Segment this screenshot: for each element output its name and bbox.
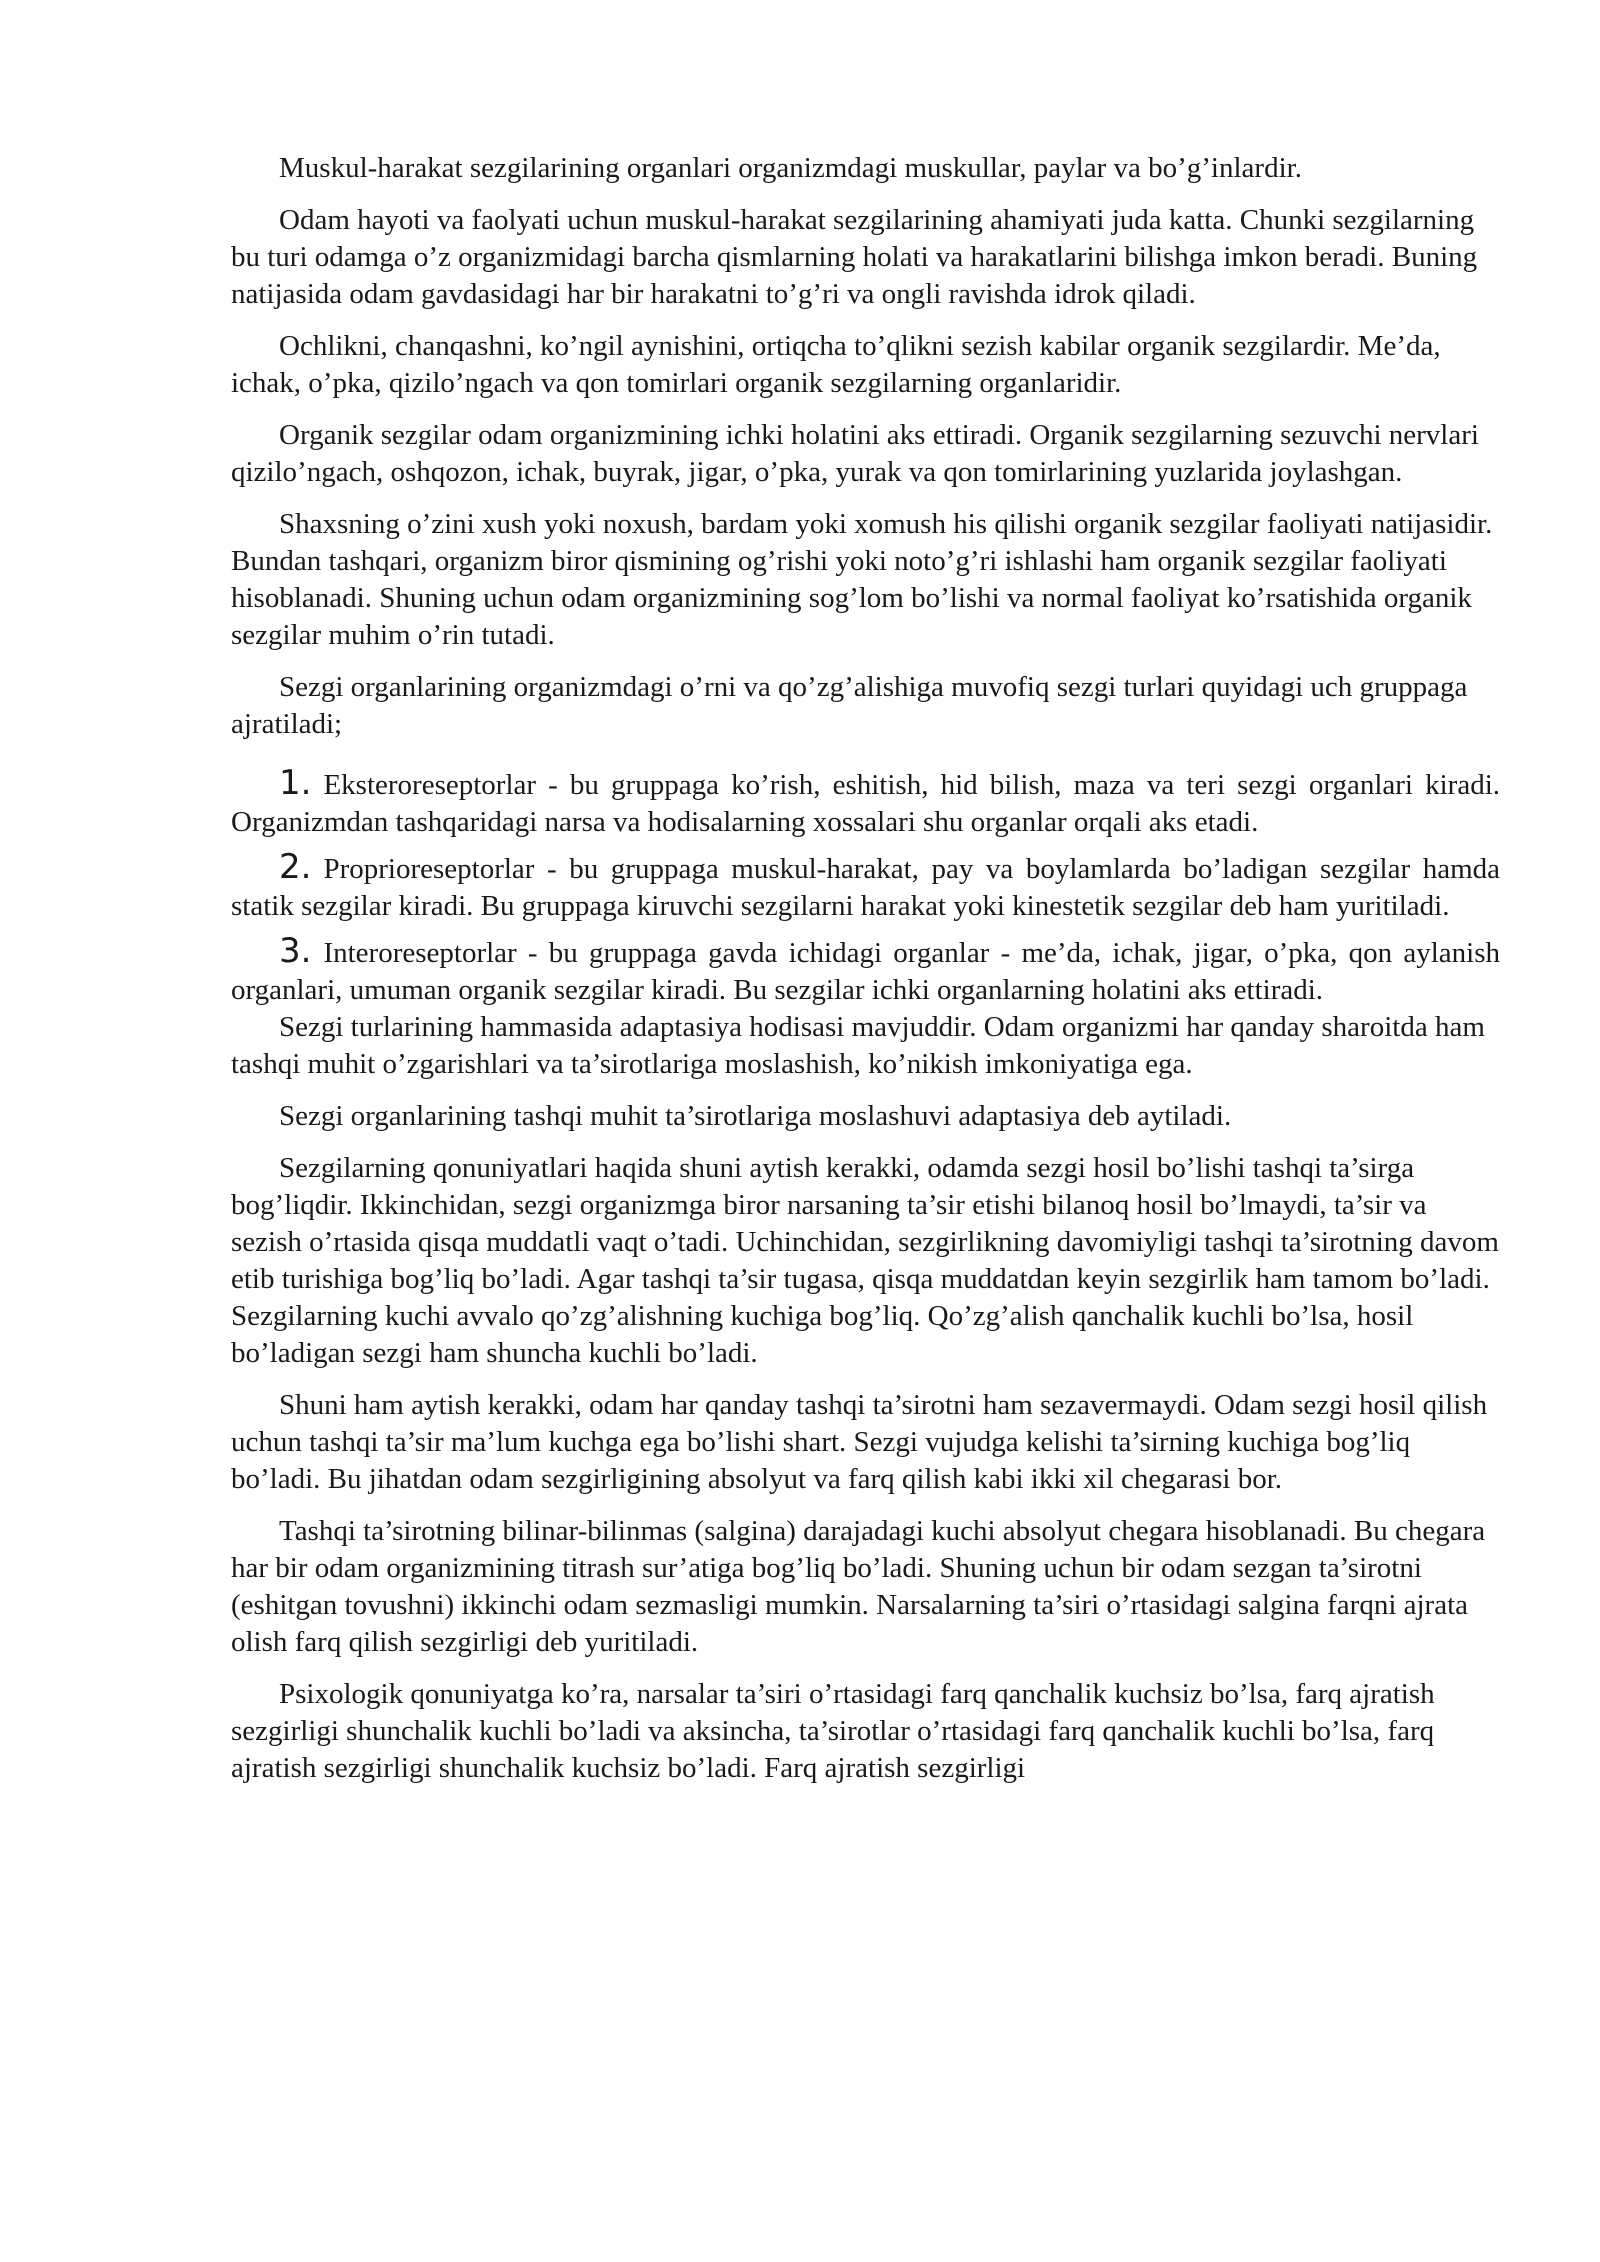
paragraph: Odam hayoti va faolyati uchun muskul-harakat sezgilarining ahamiyati juda katta. Chunki sezgilarning bu turi odamga o’z organizmidagi barcha qismlarning holati va harakatlarini bilishga imkon beradi. Buning natijasida odam gavdasidagi har bir harakatni to’g’ri va ongli ravishda idrok qiladi. xyxy=(231,204,1478,310)
paragraph: Tashqi ta’sirotning bilinar-bilinmas (salgina) darajadagi kuchi absolyut chegara hisoblanadi. Bu chegara har bir odam organizmining titrash sur’atiga bog’liq bo’ladi. Shuning uchun bir odam sezgan ta’sirotni (eshitgan tovushni) ikkinchi odam sezmasligi mumkin. Narsalarning ta’siri o’rtasidagi salgina farqni ajrata olish farq qilish sezgirligi deb yuritiladi. xyxy=(231,1515,1486,1658)
paragraph: Sezgilarning qonuniyatlari haqida shuni aytish kerakki, odamda sezgi hosil bo’lishi tashqi ta’sirga bog’liqdir. Ikkinchidan, sezgi organizmga biror narsaning ta’sir etishi bilanoq hosil bo’lmaydi, ta’sir va sezish o’rtasida qisqa muddatli vaqt o’tadi. Uchinchidan, sezgirlikning davomiyligi tashqi ta’sirotning davom etib turishiga bog’liq bo’ladi. Agar tashqi ta’sir tugasa, qisqa muddatdan keyin sezgirlik ham tamom bo’ladi. Sezgilarning kuchi avvalo qo’zg’alishning kuchiga bog’liq. Qo’zg’alish qanchalik kuchli bo’lsa, hosil bo’ladigan sezgi ham shuncha kuchli bo’ladi. xyxy=(231,1152,1499,1369)
paragraph: Sezgi turlarining hammasida adaptasiya hodisasi mavjuddir. Odam organizmi har qanday sharoitda ham tashqi muhit o’zgarishlari va ta’sirotlariga moslashish, ko’nikish imkoniyatiga ega. xyxy=(231,1011,1485,1080)
list-item-text: Interoreseptorlar - bu gruppaga gavda ichidagi organlar - me’da, ichak, jigar, o’pka, qon aylanish organlari, umuman organik sezgilar kiradi. Bu sezgilar ichki organlarning holatini aks ettiradi. xyxy=(231,937,1500,1006)
paragraph: Muskul-harakat sezgilarining organlari organizmdagi muskullar, paylar va bo’g’inlardir. xyxy=(279,152,1302,184)
paragraph: Psixologik qonuniyatga ko’ra, narsalar ta’siri o’rtasidagi farq qanchalik kuchsiz bo’lsa, farq ajratish sezgirligi shunchalik kuchli bo’ladi va aksincha, ta’sirotlar o’rtasidagi farq qanchalik kuchli bo’lsa, farq ajratish sezgirligi shunchalik kuchsiz bo’ladi. Farq ajratish sezgirligi xyxy=(231,1678,1435,1784)
paragraph: Ochlikni, chanqashni, ko’ngil aynishini, ortiqcha to’qlikni sezish kabilar organik sezgilardir. Me’da, ichak, o’pka, qizilo’ngach va qon tomirlari organik sezgilarning organlaridir. xyxy=(231,330,1441,399)
paragraph: Organik sezgilar odam organizmining ichki holatini aks ettiradi. Organik sezgilarning sezuvchi nervlari qizilo’ngach, oshqozon, ichak, buyrak, jigar, o’pka, yurak va qon tomirlarining yuzlarida joylashgan. xyxy=(231,419,1479,488)
paragraph: Sezgi organlarining tashqi muhit ta’sirotlariga moslashuvi adaptasiya deb aytiladi. xyxy=(279,1100,1232,1132)
list-item-text: Proprioreseptorlar - bu gruppaga muskul-harakat, pay va boylamlarda bo’ladigan sezgilar hamda statik sezgilar kiradi. Bu gruppaga kiruvchi sezgilarni harakat yoki kinestetik sezgilar deb ham yuritiladi. xyxy=(231,853,1500,922)
list-number: 2. xyxy=(279,847,312,887)
paragraph: Shaxsning o’zini xush yoki noxush, bardam yoki xomush his qilishi organik sezgilar faoliyati natijasidir. Bundan tashqari, organizm biror qismining og’rishi yoki noto’g’ri ishlashi ham organik sezgilar faoliyati hisoblanadi. Shuning uchun odam organizmining sog’lom bo’lishi va normal faoliyat ko’rsatishida organik sezgilar muhim o’rin tutadi. xyxy=(231,508,1493,651)
list-item xyxy=(231,849,1500,925)
list-item xyxy=(231,933,1500,1009)
list-number: 3. xyxy=(279,931,312,971)
list-number: 1. xyxy=(279,763,312,803)
paragraph: Shuni ham aytish kerakki, odam har qanday tashqi ta’sirotni ham sezavermaydi. Odam sezgi hosil qilish uchun tashqi ta’sir ma’lum kuchga ega bo’lishi shart. Sezgi vujudga kelishi ta’sirning kuchiga bog’liq bo’ladi. Bu jihatdan odam sezgirligining absolyut va farq qilish kabi ikki xil chegarasi bor. xyxy=(231,1389,1488,1495)
list-item xyxy=(231,765,1500,841)
list-item-text: Eksteroreseptorlar - bu gruppaga ko’rish, eshitish, hid bilish, maza va teri sezgi organlari kiradi. Organizmdan tashqaridagi narsa va hodisalarning xossalari shu organlar orqali aks etadi. xyxy=(231,769,1500,838)
numbered-list xyxy=(231,765,1500,1009)
paragraph: Sezgi organlarining organizmdagi o’rni va qo’zg’alishiga muvofiq sezgi turlari quyidagi uch gruppaga ajratiladi; xyxy=(231,671,1468,740)
